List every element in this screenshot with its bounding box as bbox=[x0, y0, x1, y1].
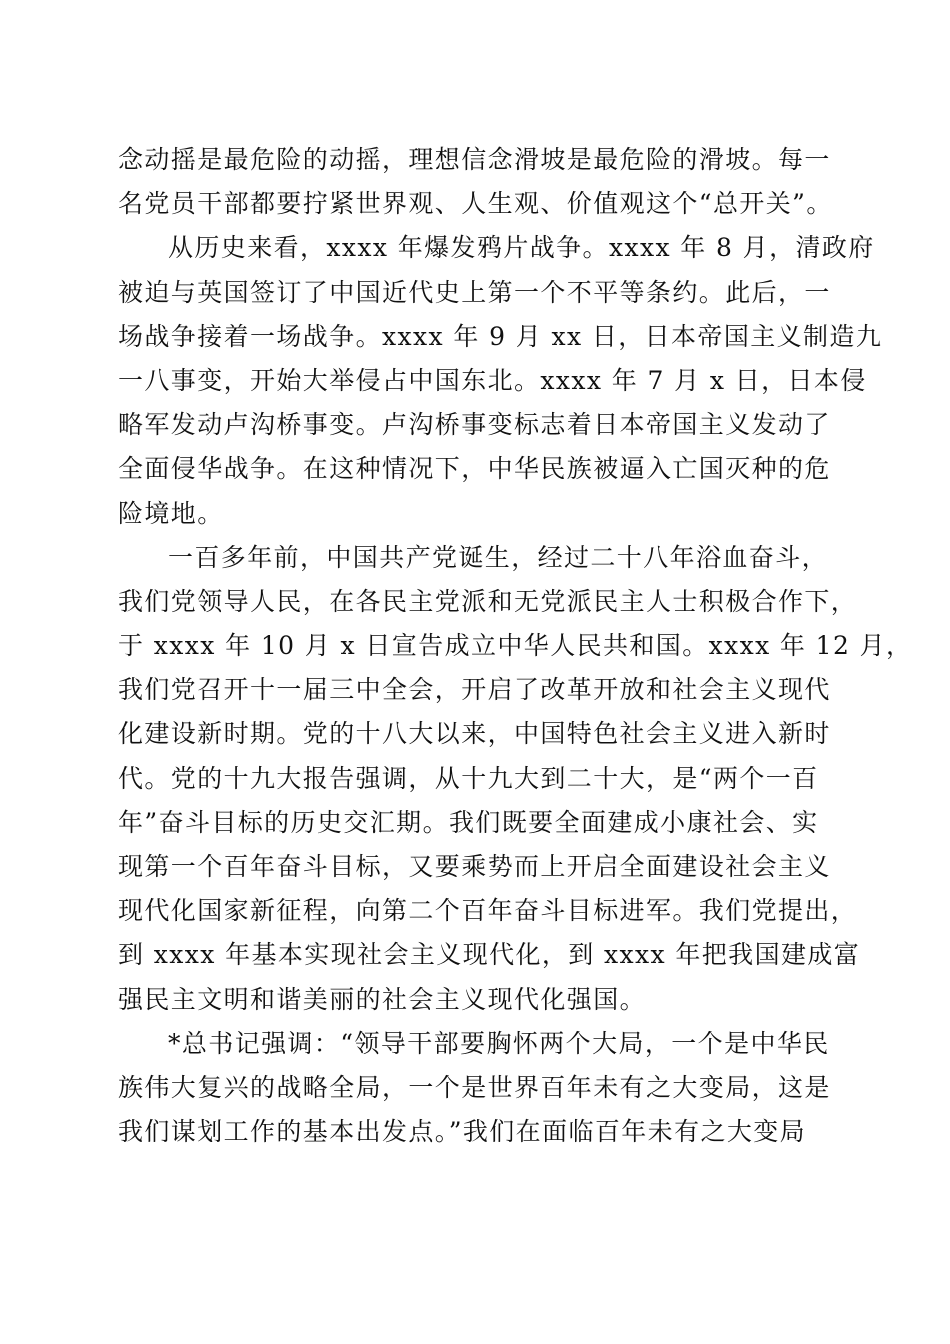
text-line: 到 xxxx 年基本实现社会主义现代化，到 xxxx 年把我国建成富 bbox=[118, 940, 861, 970]
text-line: 被迫与英国签订了中国近代史上第一个不平等条约。此后，一 bbox=[118, 277, 831, 307]
paragraph-start-line: 一百多年前，中国共产党诞生，经过二十八年浴血奋斗， bbox=[168, 542, 829, 572]
text-line: 念动摇是最危险的动摇，理想信念滑坡是最危险的滑坡。每一 bbox=[118, 145, 831, 174]
text-line: 现第一个百年奋斗目标，又要乘势而上开启全面建设社会主义 bbox=[118, 852, 831, 881]
text-line: 一八事变，开始大举侵占中国东北。xxxx 年 7 月 x 日，日本侵 bbox=[118, 365, 867, 395]
text-line: 我们谋划工作的基本出发点。”我们在面临百年未有之大变局 bbox=[118, 1117, 807, 1147]
text-line: 场战争接着一场战争。xxxx 年 9 月 xx 日，日本帝国主义制造九 bbox=[118, 321, 883, 351]
text-line: 于 xxxx 年 10 月 x 日宣告成立中华人民共和国。xxxx 年 12 月， bbox=[118, 631, 913, 661]
paragraph-start-line: *总书记强调：“领导干部要胸怀两个大局，一个是中华民 bbox=[168, 1028, 830, 1058]
text-line: 年”奋斗目标的历史交汇期。我们既要全面建成小康社会、实 bbox=[118, 807, 819, 837]
text-line: 名党员干部都要拧紧世界观、人生观、价值观这个“总开关”。 bbox=[118, 189, 833, 219]
paragraph-start-line: 从历史来看，xxxx 年爆发鸦片战争。xxxx 年 8 月，清政府 bbox=[168, 233, 875, 263]
text-line: 我们党领导人民，在各民主党派和无党派民主人士积极合作下， bbox=[118, 586, 858, 616]
text-line: 现代化国家新征程，向第二个百年奋斗目标进军。我们党提出， bbox=[118, 896, 858, 926]
text-line: 族伟大复兴的战略全局，一个是世界百年未有之大变局，这是 bbox=[118, 1072, 831, 1102]
text-line: 险境地。 bbox=[118, 498, 224, 528]
text-line: 化建设新时期。党的十八大以来，中国特色社会主义进入新时 bbox=[118, 719, 831, 749]
text-line: 全面侵华战争。在这种情况下，中华民族被逼入亡国灭种的危 bbox=[118, 454, 831, 484]
text-line: 代。党的十九大报告强调，从十九大到二十大，是“两个一百 bbox=[118, 763, 819, 793]
text-line: 强民主文明和谐美丽的社会主义现代化强国。 bbox=[118, 984, 647, 1014]
text-line: 略军发动卢沟桥事变。卢沟桥事变标志着日本帝国主义发动了 bbox=[118, 410, 831, 440]
document-body bbox=[118, 138, 913, 1154]
text-line: 我们党召开十一届三中全会，开启了改革开放和社会主义现代 bbox=[118, 675, 831, 705]
